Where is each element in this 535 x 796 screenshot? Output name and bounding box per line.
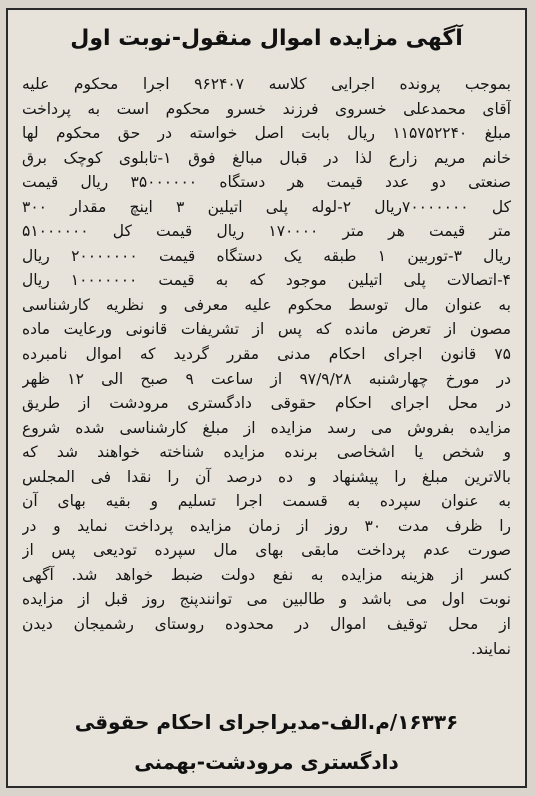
body-line: آقای محمدعلی خسروی فرزند خسرو محکوم است به پرداخت: [22, 99, 511, 118]
body-line: صنعتی دو عدد قیمت هر دستگاه ۳۵۰۰۰۰۰۰ ریال قیمت: [22, 173, 511, 192]
body-line: ریال ۳-توربین ۱ طبقه یک دستگاه قیمت ۲۰۰۰۰۰۰۰ ریال: [22, 246, 511, 265]
body-line: نمایند.: [470, 639, 511, 658]
body-line: مزایده بفروش می رسد مزایده از مبلغ کارشناسی شده شروع: [22, 418, 511, 437]
body-line: بالاترین مبلغ را پیشنهاد و ده درصد آن را نقدا فی المجلس: [22, 467, 511, 486]
body-line: را ظرف مدت ۳۰ روز از زمان مزایده پرداخت نماید و در: [22, 516, 511, 535]
body-line: در محل اجرای احکام حقوقی دادگستری مرودشت از طریق: [22, 394, 511, 413]
body-line: و شخص یا اشخاصی برنده مزایده شناخته خواهند شد که: [22, 443, 511, 462]
body-line: متر قیمت هر متر ۱۷۰۰۰۰ ریال قیمت کل ۵۱۰۰۰۰۰۰: [22, 222, 511, 241]
signature-line-1: ۱۶۳۳۶/م.الف-مدیراجرای احکام حقوقی: [74, 710, 459, 734]
body-line: در مورخ چهارشنبه ۹۷/۹/۲۸ از ساعت ۹ صبح الی ۱۲ ظهر: [22, 369, 511, 388]
body-line: ۴-اتصالات پلی اتیلین موجود که به قیمت ۱۰۰۰۰۰۰۰ ریال: [22, 271, 511, 290]
body-line: بموجب پرونده اجرایی کلاسه ۹۶۲۴۰۷ اجرا محکوم علیه: [22, 75, 511, 93]
notice-body: [22, 72, 511, 661]
body-line: کل ۷۰۰۰۰۰۰۰ریال ۲-لوله پلی اتیلین ۳ اینچ مقدار ۳۰۰: [22, 197, 511, 216]
body-line: مصون از تعرض مانده که پس از تشریفات قانونی ورعایت ماده: [22, 320, 511, 339]
notice-title: آگهی مزایده اموال منقول-نوبت اول: [70, 26, 463, 51]
body-line: کسر از هزینه مزایده به نفع دولت ضبط خواهد شد. آگهی: [22, 565, 511, 584]
signature-line-2: دادگستری مرودشت-بهمنی: [134, 750, 399, 774]
body-line: از محل توقیف اموال در محدوده روستای رشمیجان دیدن: [22, 615, 511, 634]
body-line: به عنوان سپرده به قسمت اجرا تسلیم و بقیه بهای آن: [22, 492, 511, 511]
body-line: ۷۵ قانون اجرای احکام مدنی مقرر گردید که اموال نامبرده: [22, 345, 511, 364]
body-line: صورت عدم پرداخت مابقی بهای مال سپرده تودیعی پس از: [22, 541, 511, 560]
body-line: مبلغ ۱۱۵۷۵۲۲۴۰ ریال بابت اصل خواسته در حق محکوم لها: [22, 124, 511, 143]
body-line: به عنوان مال توسط محکوم علیه معرفی و نظریه کارشناسی: [22, 295, 511, 314]
body-line: نوبت اول می باشد و طالبین می توانندپنج روز قبل از مزایده: [22, 590, 511, 609]
notice-card: [6, 8, 527, 788]
body-line: خانم مریم زارع لذا در قبال مبالغ فوق ۱-تابلوی کوچک برق: [22, 148, 511, 167]
